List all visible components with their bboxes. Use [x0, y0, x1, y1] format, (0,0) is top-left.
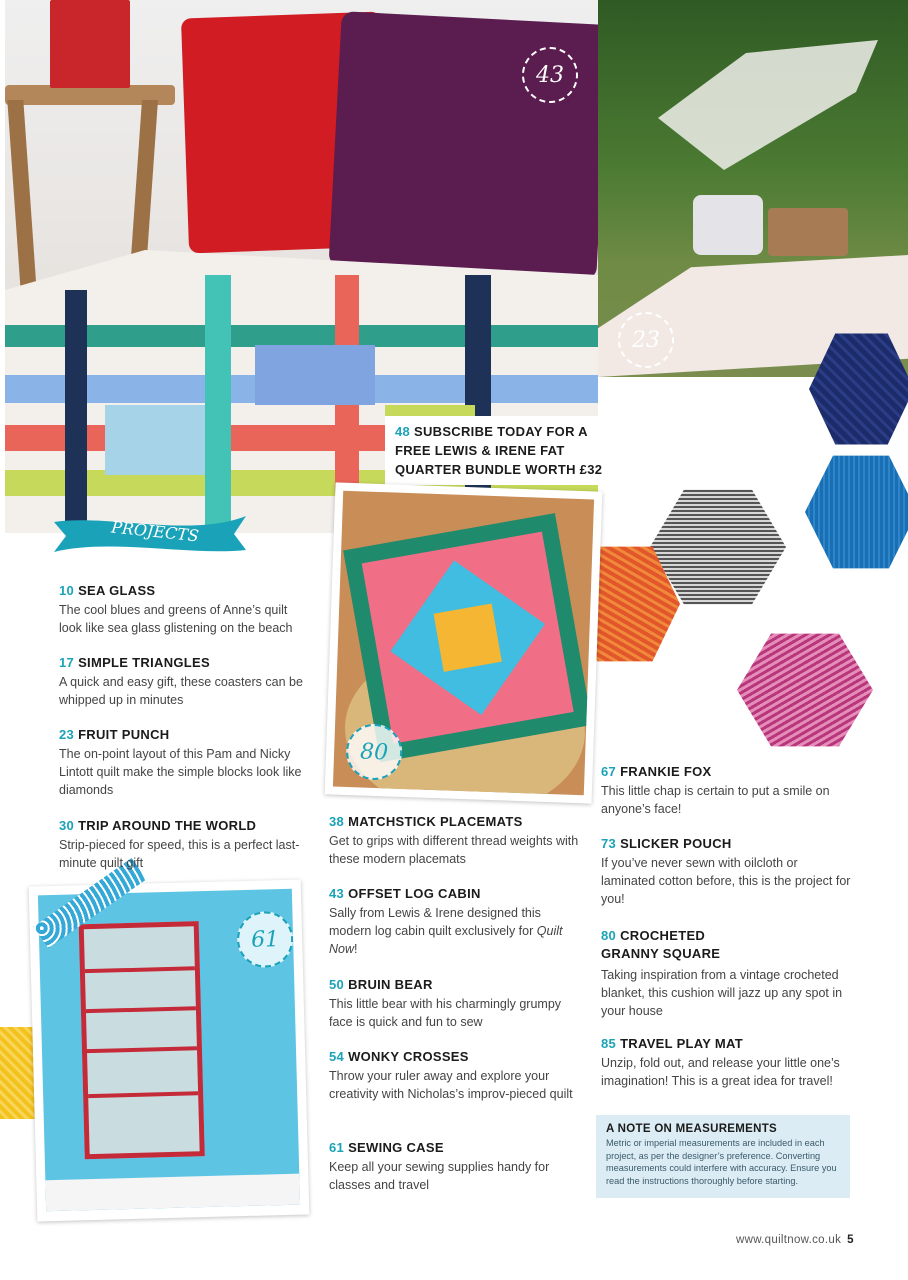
page-number: 80	[601, 928, 617, 943]
subscribe-callout	[385, 416, 620, 485]
lantern	[50, 0, 130, 88]
project-title: OFFSET LOG CABIN	[348, 886, 481, 901]
page-number: 30	[59, 818, 75, 833]
subscribe-text: SUBSCRIBE TODAY FOR A FREE LEWIS & IRENE FAT QUARTER BUNDLE WORTH £32	[395, 424, 603, 477]
project-description: The on-point layout of this Pam and Nicky Lintott quilt make the simple blocks look like diamonds	[59, 747, 302, 797]
project-item-wonky-crosses	[329, 1049, 579, 1103]
picnic-photo	[598, 0, 908, 377]
project-description: Throw your ruler away and explore your creativity with Nicholas’s improv-pieced quilt	[329, 1069, 573, 1101]
project-item-travel-play-mat	[601, 1036, 851, 1090]
blue-fabric-hexagon	[805, 452, 908, 572]
project-item-offset-log-cabin	[329, 886, 579, 958]
badge-number: 43	[536, 62, 564, 88]
badge-number: 61	[250, 926, 280, 953]
page-number: 38	[329, 814, 345, 829]
page-number: 67	[601, 764, 617, 779]
project-description: This little chap is certain to put a smile on anyone’s face!	[601, 784, 830, 816]
page-badge-43	[522, 47, 578, 103]
page-footer	[736, 1234, 854, 1246]
project-description: Keep all your sewing supplies handy for classes and travel	[329, 1160, 550, 1192]
project-title: WONKY CROSSES	[348, 1049, 469, 1064]
project-item-sea-glass	[59, 583, 309, 637]
page-number: 23	[59, 727, 75, 742]
page-number: 10	[59, 583, 75, 598]
page-badge-61	[236, 911, 293, 968]
project-title: BRUIN BEAR	[348, 977, 433, 992]
project-title: TRIP AROUND THE WORLD	[78, 818, 257, 833]
project-description: Unzip, fold out, and release your little one’s imagination! This is a great idea for travel!	[601, 1056, 840, 1088]
shelf	[45, 1174, 300, 1212]
page-number: 73	[601, 836, 617, 851]
website-url: www.quiltnow.co.uk	[736, 1234, 842, 1246]
project-item-slicker-pouch	[601, 836, 851, 908]
page-badge-23	[618, 312, 674, 368]
project-description: Taking inspiration from a vintage crocheted blanket, this cushion will jazz up any spot in your house	[601, 968, 843, 1018]
project-description: A quick and easy gift, these coasters can be whipped up in minutes	[59, 675, 303, 707]
project-title: SEWING CASE	[348, 1140, 444, 1155]
note-title: A NOTE ON MEASUREMENTS	[606, 1123, 778, 1135]
project-title: SIMPLE TRIANGLES	[78, 655, 210, 670]
project-item-simple-triangles	[59, 655, 309, 709]
hanging-sewing-case	[79, 921, 205, 1159]
project-description: Get to grips with different thread weights with these modern placemats	[329, 834, 579, 866]
project-title: CROCHETED GRANNY SQUARE	[601, 928, 721, 961]
project-description: The cool blues and greens of Anne’s quilt look like sea glass glistening on the beach	[59, 603, 293, 635]
hanging-fabric	[658, 40, 878, 170]
project-item-sewing-case	[329, 1140, 579, 1194]
project-description: Strip-pieced for speed, this is a perfect last-minute quilt gift	[59, 838, 300, 870]
project-item-bruin-bear	[329, 977, 579, 1031]
project-item-fruit-punch	[59, 727, 309, 799]
project-title: SLICKER POUCH	[620, 836, 732, 851]
page-number: 17	[59, 655, 75, 670]
project-item-crocheted-granny-square	[601, 927, 843, 1020]
pink-fabric-hexagon	[737, 630, 873, 750]
picnic-basket	[768, 208, 848, 256]
project-description: This little bear with his charmingly grumpy face is quick and fun to sew	[329, 997, 562, 1029]
project-description: Sally from Lewis & Irene designed this modern log cabin quilt exclusively for Quilt Now!	[329, 906, 563, 956]
badge-number: 23	[632, 327, 660, 353]
project-title: MATCHSTICK PLACEMATS	[348, 814, 523, 829]
project-title: SEA GLASS	[78, 583, 156, 598]
cushion-photo	[333, 491, 594, 796]
note-body: Metric or imperial measurements are included in each project, as per the designer’s preference. Converting measurements could interfere with accuracy. Ensure you read the instructions thoroughly before starting.	[606, 1138, 837, 1186]
project-description: If you’ve never sewn with oilcloth or laminated cotton before, this is the project for you!	[601, 856, 851, 906]
page-number: 50	[329, 977, 345, 992]
sewing-case-photo	[38, 889, 300, 1212]
page-number: 85	[601, 1036, 617, 1051]
page-number: 43	[329, 886, 345, 901]
page-number: 54	[329, 1049, 345, 1064]
project-title: FRUIT PUNCH	[78, 727, 170, 742]
project-title: FRANKIE FOX	[620, 764, 712, 779]
projects-label: PROJECTS	[110, 517, 200, 546]
subscribe-page-number: 48	[395, 424, 411, 439]
project-item-trip-around-the-world	[59, 818, 309, 872]
page-number: 61	[329, 1140, 345, 1155]
measurements-note	[596, 1115, 850, 1198]
page-number-footer: 5	[847, 1234, 854, 1246]
project-item-frankie-fox	[601, 764, 851, 818]
magazine-title: Quilt Now	[329, 924, 563, 956]
cushion-photo-frame	[325, 482, 603, 803]
project-title: TRAVEL PLAY MAT	[620, 1036, 744, 1051]
badge-number: 80	[359, 738, 389, 765]
white-pillow	[693, 195, 763, 255]
project-item-matchstick-placemats	[329, 814, 579, 868]
